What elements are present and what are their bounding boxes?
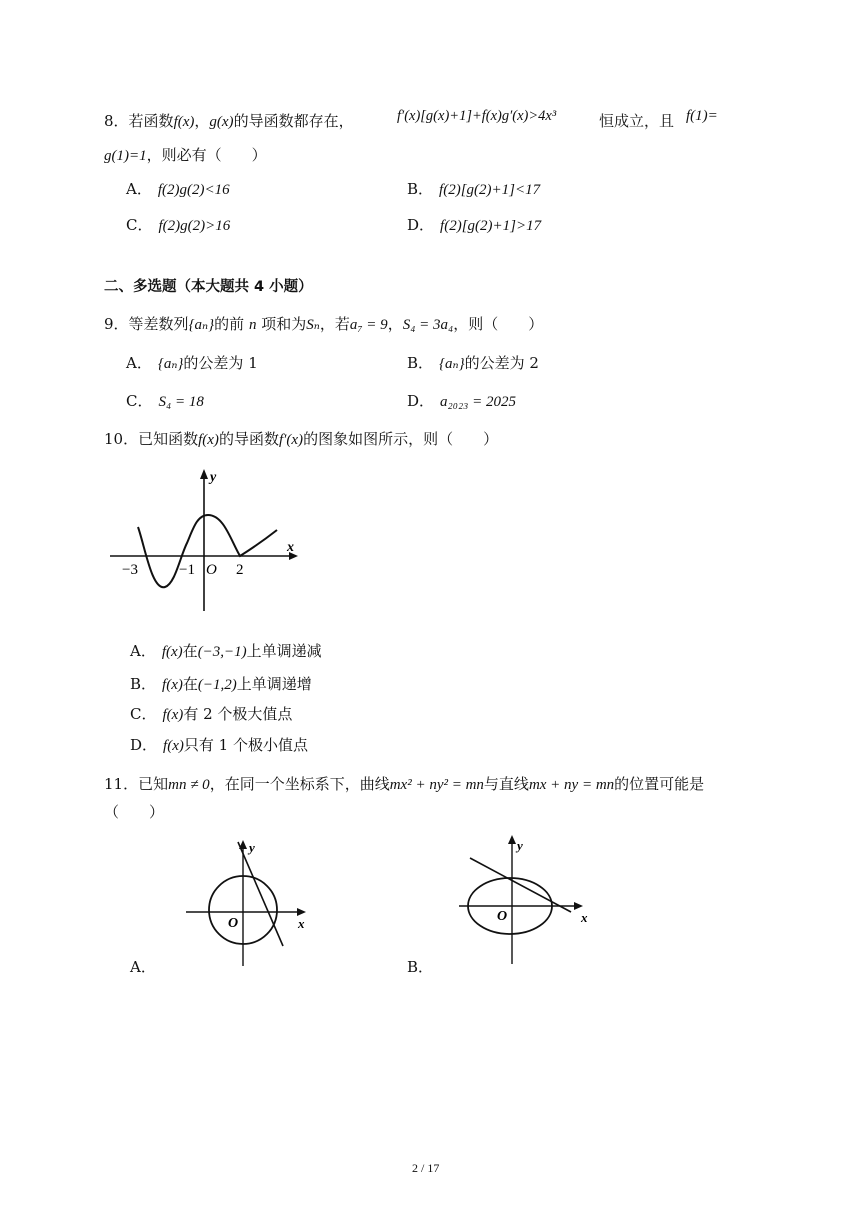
figure-b-label[interactable]: B． — [407, 958, 434, 976]
option-text: 上单调递增 — [236, 675, 312, 693]
comma: ， — [194, 112, 210, 130]
question-9-text: 的前 — [214, 315, 245, 333]
question-8-number: 8． — [104, 112, 129, 130]
option-label: A． — [130, 642, 156, 660]
origin-label: O — [206, 562, 217, 578]
question-9-number: 9． — [104, 315, 129, 333]
option-math: f(x) — [162, 707, 184, 723]
page-number: 2 / 17 — [412, 1161, 440, 1175]
option-math: f(x) — [161, 644, 183, 660]
option-math: {aₙ} — [157, 356, 184, 372]
question-8-text: 恒成立，且 — [599, 112, 675, 130]
y-axis-arrow — [200, 469, 208, 479]
option-d[interactable] — [407, 390, 516, 411]
origin-label: O — [228, 916, 239, 931]
figure-b — [455, 830, 595, 970]
question-9-text: ，则（ ） — [453, 315, 544, 333]
option-text: 的公差为 2 — [464, 354, 539, 372]
option-label: C． — [130, 705, 157, 723]
question-10-number: 10． — [104, 430, 139, 448]
option-label: C． — [126, 216, 153, 234]
question-8-text: 若函数 — [128, 112, 174, 130]
x-axis-label: x — [298, 916, 305, 931]
function-g: g(x) — [209, 114, 234, 130]
sum-sn: Sₙ — [306, 317, 320, 333]
option-math: f(x) — [162, 677, 183, 693]
x-axis-arrow — [297, 908, 306, 916]
option-interval: (−3,−1) — [197, 644, 247, 660]
option-label: B． — [407, 180, 434, 198]
question-10-text: 已知函数 — [138, 430, 199, 448]
option-label: C． — [126, 392, 153, 410]
option-text: 在 — [182, 675, 198, 693]
option-math: a₂₀₂₃ = 2025 — [440, 394, 517, 410]
section-heading: 二、多选题（本大题共 4 小题） — [104, 279, 313, 295]
option-text: 只有 1 个极小值点 — [183, 736, 308, 754]
option-c[interactable] — [130, 703, 292, 724]
question-11-text: 与直线 — [483, 775, 529, 793]
tick-label: 2 — [236, 562, 244, 578]
y-axis-label: y — [210, 470, 217, 485]
option-math: {aₙ} — [439, 356, 465, 372]
question-11-text: 的位置可能是 — [614, 775, 705, 793]
line-equation: mx + ny = mn — [528, 777, 615, 793]
question-8-f1: f(1)= — [686, 108, 718, 124]
option-label: D． — [130, 736, 158, 754]
y-axis-label: y — [517, 838, 523, 853]
option-a[interactable] — [130, 640, 322, 661]
x-axis-label: x — [287, 540, 294, 555]
option-text: 有 2 个极大值点 — [183, 705, 293, 723]
tick-label: −1 — [179, 562, 195, 578]
question-11-number: 11． — [104, 775, 139, 793]
question-9-text: 项和为 — [261, 315, 307, 333]
x-axis-arrow — [574, 902, 583, 910]
x-axis-label: x — [581, 910, 588, 925]
option-d[interactable] — [407, 214, 541, 235]
question-8-text: 的导函数都存在， — [233, 112, 354, 130]
option-text: 上单调递减 — [246, 642, 322, 660]
question-11-text: 已知 — [138, 775, 169, 793]
answer-paren: （ ） — [104, 803, 165, 821]
question-11-text: ，在同一个坐标系下，曲线 — [209, 775, 390, 793]
option-label: D． — [407, 392, 435, 410]
option-math: S₄ = 18 — [158, 394, 204, 410]
question-9-line — [104, 313, 543, 334]
derivative-fp: f′(x) — [278, 432, 304, 448]
y-axis-arrow — [508, 835, 516, 844]
option-b[interactable] — [407, 352, 539, 373]
option-math: f(2)g(2)<16 — [157, 182, 230, 198]
condition-a7: a₇ = 9 — [349, 317, 388, 333]
question-9-text: 等差数列 — [128, 315, 189, 333]
option-label: A． — [126, 180, 152, 198]
condition-mn: mn ≠ 0 — [168, 777, 210, 793]
sequence: {aₙ} — [188, 317, 215, 333]
function-f: f(x) — [198, 432, 219, 448]
derivative-graph — [100, 463, 310, 623]
question-8-line-1 — [104, 110, 354, 131]
question-11-line — [104, 773, 704, 794]
question-10-text: 的导函数 — [218, 430, 279, 448]
option-text: 的公差为 1 — [183, 354, 258, 372]
option-interval: (−1,2) — [197, 677, 237, 693]
straight-line — [470, 858, 571, 912]
option-label: A． — [126, 354, 152, 372]
condition-s4: S₄ = 3a₄ — [402, 317, 454, 333]
option-label: B． — [130, 675, 157, 693]
question-8-text: ，则必有（ ） — [146, 146, 267, 164]
option-b[interactable] — [407, 178, 540, 199]
option-math: f(x) — [163, 738, 184, 754]
option-math: f(2)[g(2)+1]>17 — [440, 218, 542, 234]
y-axis-label: y — [249, 840, 255, 855]
curve-equation: mx² + ny² = mn — [389, 777, 484, 793]
tick-label: −3 — [122, 562, 138, 578]
option-a[interactable] — [126, 178, 230, 199]
variable-n: n — [248, 317, 257, 333]
question-8-line-2 — [104, 144, 267, 165]
option-a[interactable] — [126, 352, 258, 373]
question-10-text: 的图象如图所示，则（ ） — [303, 430, 499, 448]
question-8-condition: f′(x)[g(x)+1]+f(x)g′(x)>4x³ — [397, 108, 557, 124]
question-8-g1: g(1)=1 — [104, 148, 147, 164]
straight-line — [238, 842, 283, 946]
option-math: f(2)g(2)>16 — [158, 218, 231, 234]
question-10-line — [104, 428, 498, 449]
option-c[interactable] — [126, 390, 204, 411]
question-9-text: ，若 — [319, 315, 350, 333]
option-b[interactable] — [130, 673, 312, 694]
option-c[interactable] — [126, 214, 230, 235]
option-math: f(2)[g(2)+1]<17 — [439, 182, 541, 198]
option-text: 在 — [182, 642, 198, 660]
comma: ， — [387, 315, 403, 333]
option-d[interactable] — [130, 734, 308, 755]
figure-a-label[interactable]: A． — [130, 958, 156, 976]
origin-label: O — [497, 909, 508, 924]
figure-a — [180, 834, 320, 974]
option-label: D． — [407, 216, 435, 234]
function-f: f(x) — [173, 114, 195, 130]
option-label: B． — [407, 354, 434, 372]
